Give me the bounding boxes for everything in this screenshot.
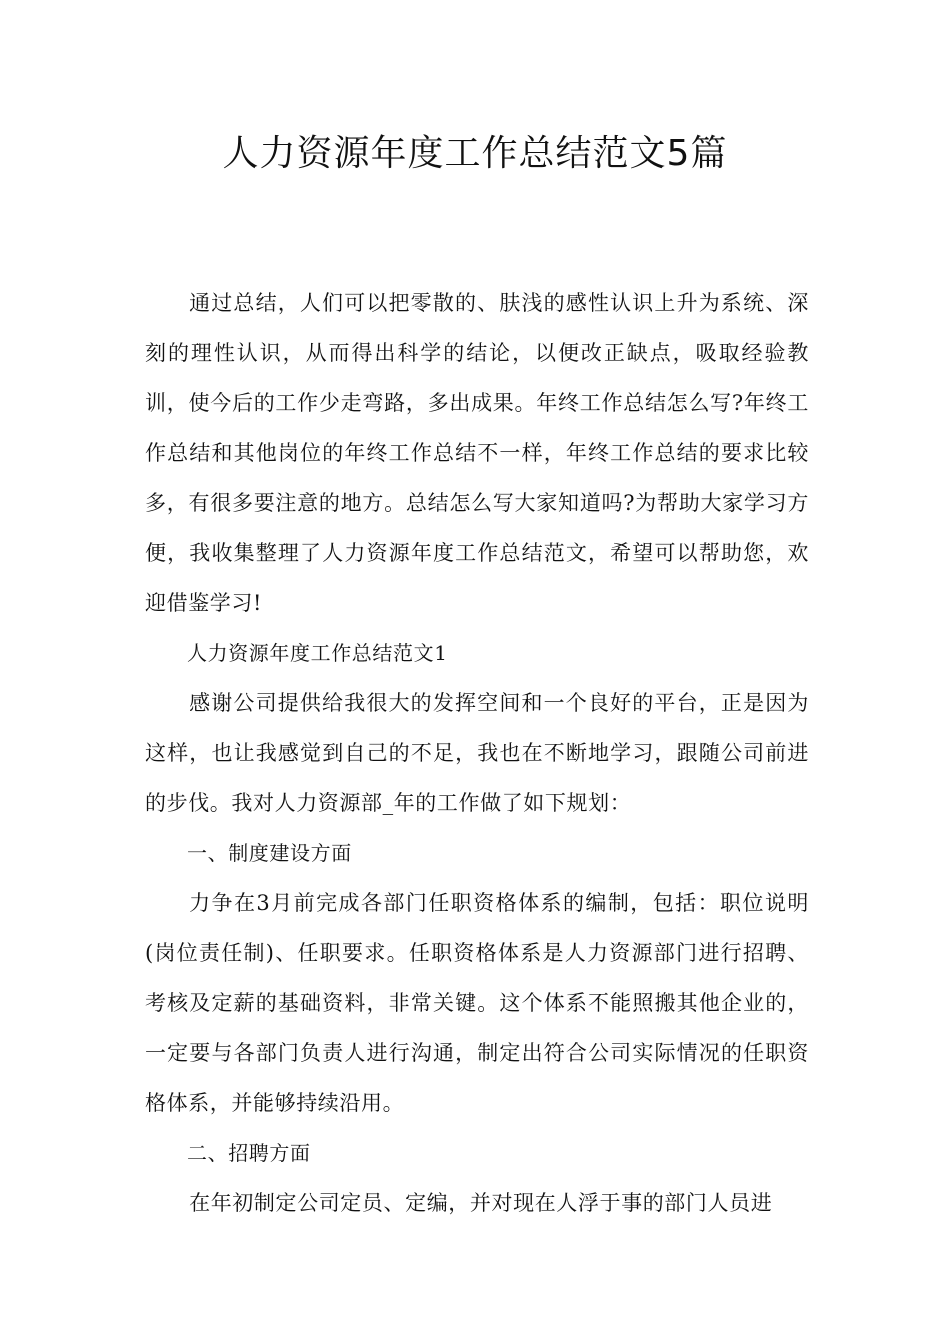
section-heading-system-building: 一、制度建设方面 [187,841,352,865]
body-paragraph: 力争在3月前完成各部门任职资格体系的编制，包括：职位说明(岗位责任制)、任职要求。任职资格体系是人力资源部门进行招聘、考核及定薪的基础资料，非常关键。这个体系不能照搬其他企业的，一定要与各部门负责人进行沟通，制定出符合公司实际情况的任职资格体系，并能够持续沿用。 [145,891,809,1115]
body-paragraph: 在年初制定公司定员、定编，并对现在人浮于事的部门人员进 [189,1191,773,1215]
section-heading-sample-1: 人力资源年度工作总结范文1 [187,641,448,665]
document-body [145,278,809,1228]
body-paragraph: 感谢公司提供给我很大的发挥空间和一个良好的平台，正是因为这样，也让我感觉到自己的不足，我也在不断地学习，跟随公司前进的步伐。我对人力资源部_年的工作做了如下规划： [145,691,809,815]
document-title: 人力资源年度工作总结范文5篇 [222,133,728,174]
intro-paragraph: 通过总结，人们可以把零散的、肤浅的感性认识上升为系统、深刻的理性认识，从而得出科学的结论，以便改正缺点，吸取经验教训，使今后的工作少走弯路，多出成果。年终工作总结怎么写?年终工作总结和其他岗位的年终工作总结不一样，年终工作总结的要求比较多，有很多要注意的地方。总结怎么写大家知道吗?为帮助大家学习方便，我收集整理了人力资源年度工作总结范文，希望可以帮助您，欢迎借鉴学习! [145,291,809,615]
section-heading-recruitment: 二、招聘方面 [187,1141,311,1165]
